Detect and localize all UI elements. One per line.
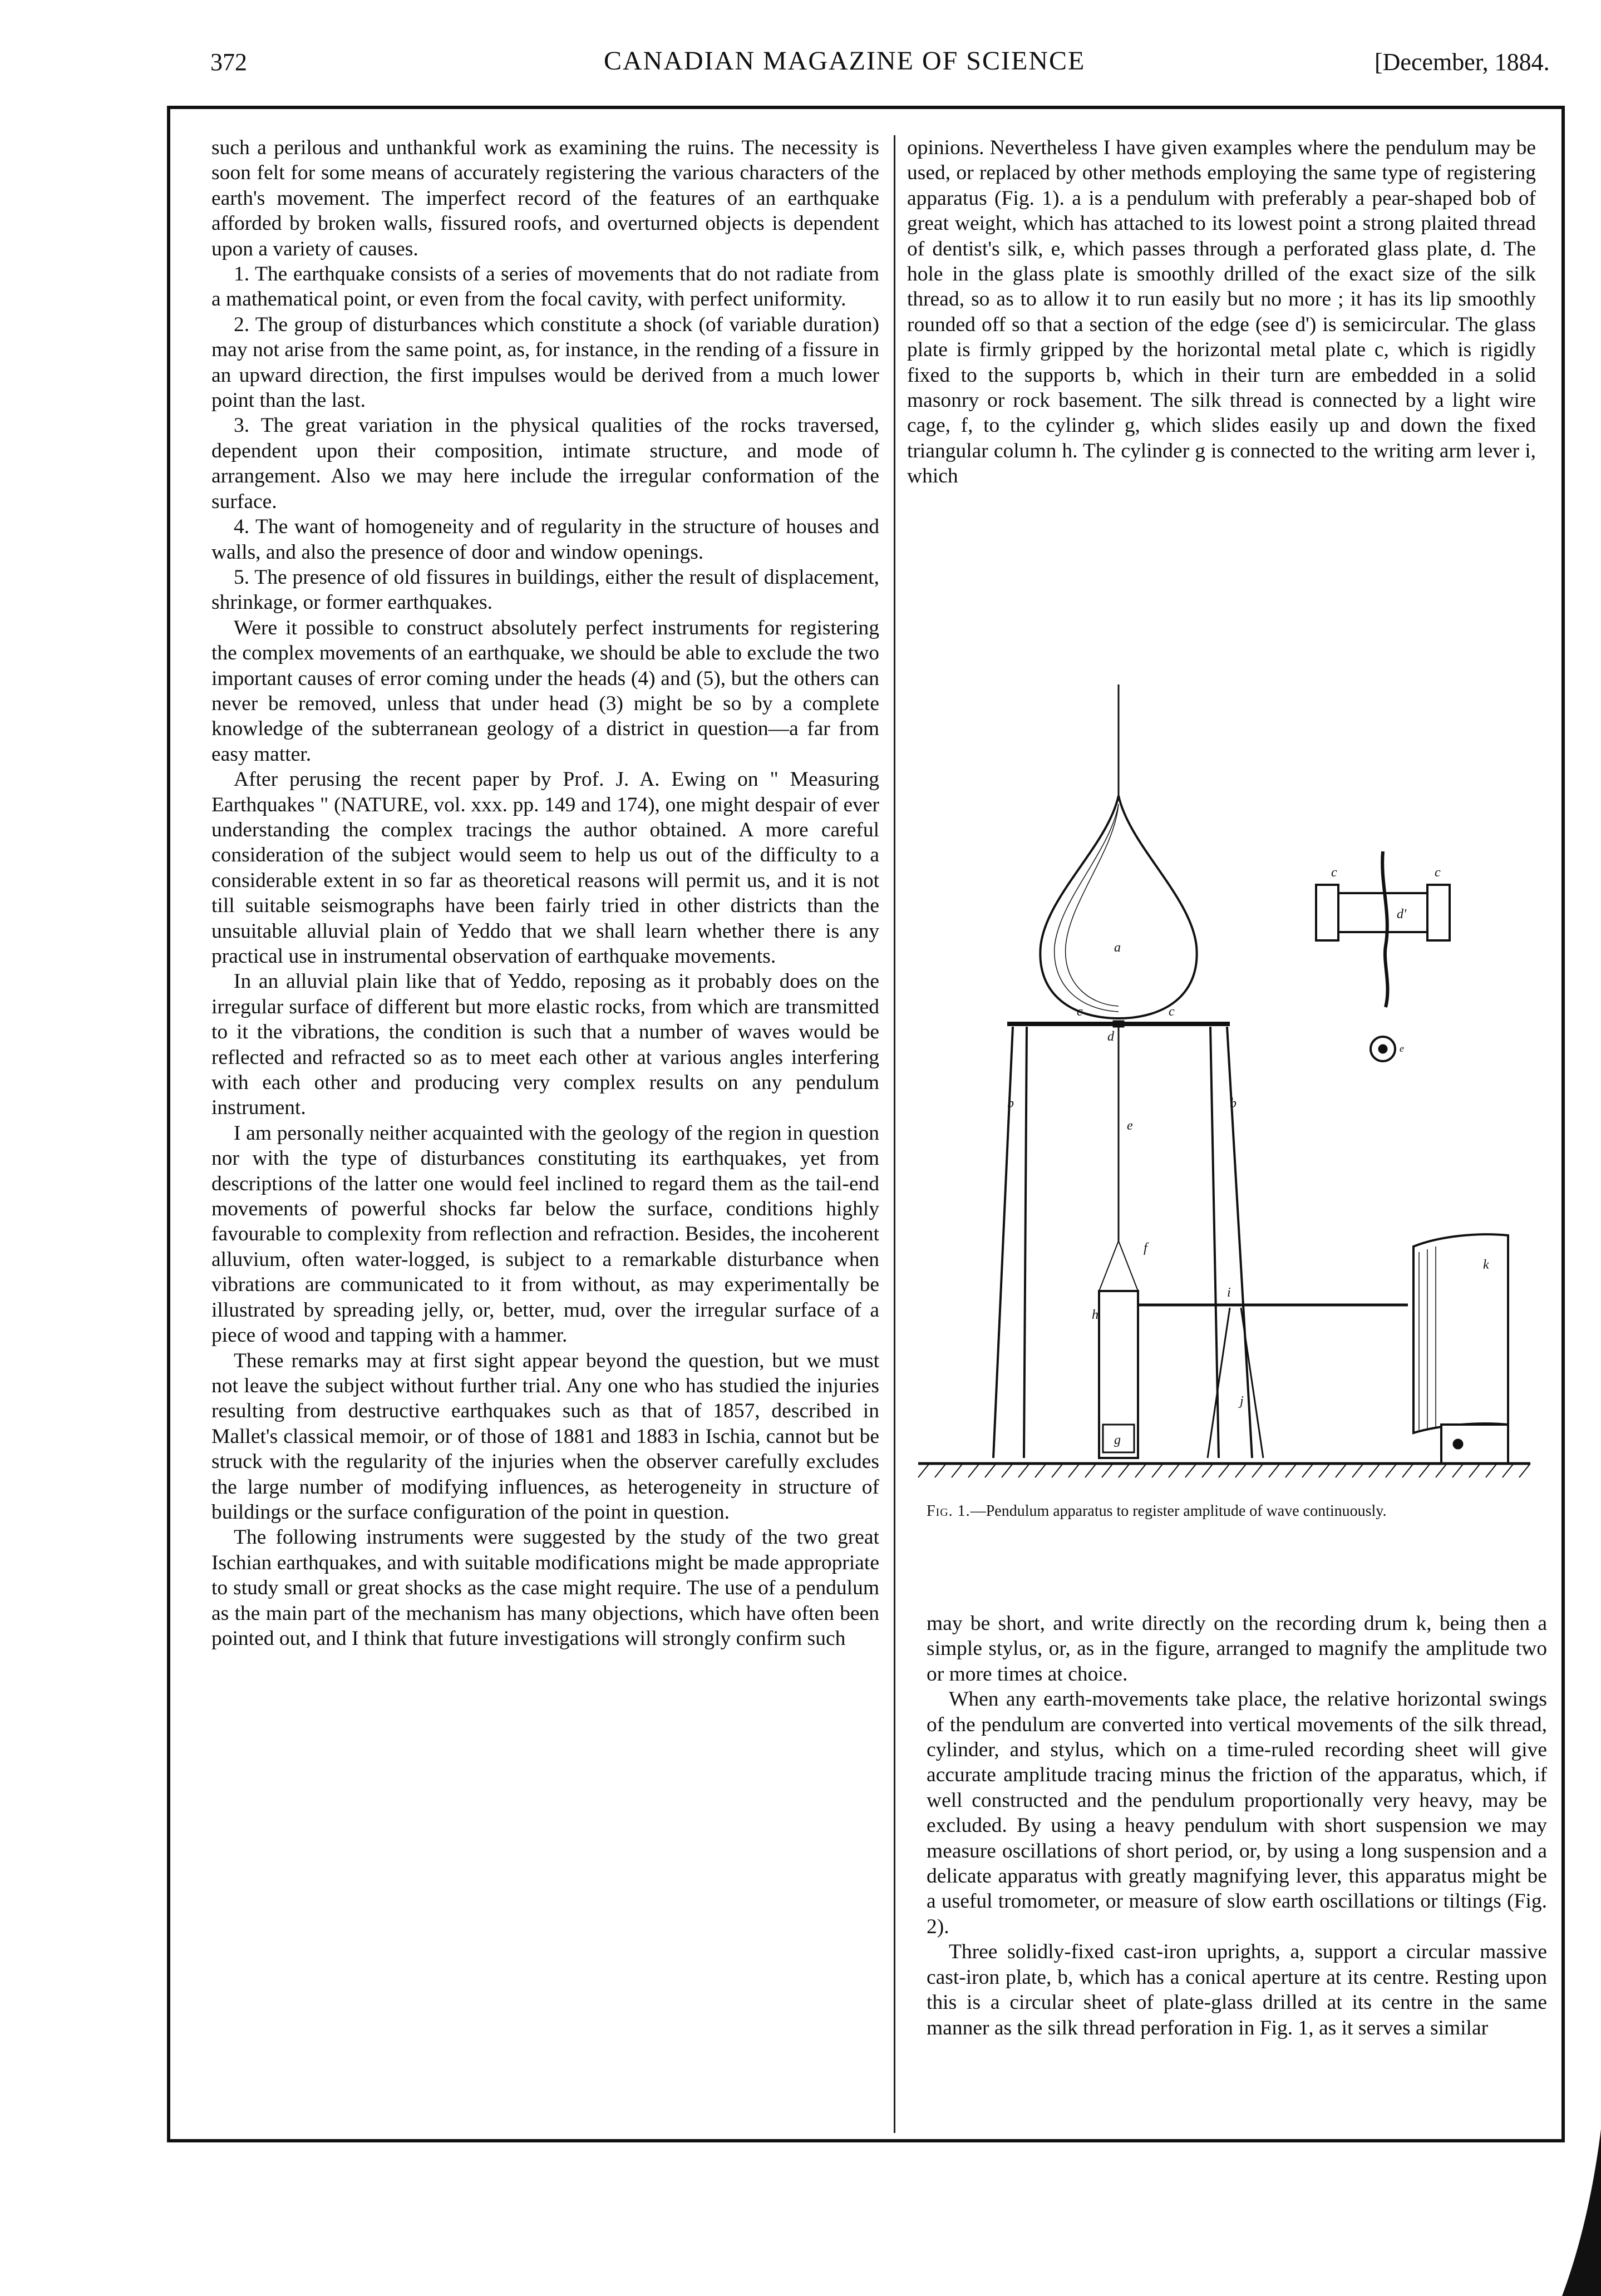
detail-glass-plate bbox=[1322, 893, 1444, 932]
label-a: a bbox=[1114, 940, 1121, 955]
label-g: g bbox=[1114, 1433, 1121, 1447]
drum-base bbox=[1441, 1425, 1508, 1464]
paragraph: opinions. Nevertheless I have given examples where the pendulum may be used, or replaced by other methods employing the same type of registering apparatus (Fig. 1). a is a pendulum with preferably a pear-shaped bob of great weight, which has attached to its lowest point a strong plaited thread of dentist's silk, e, which passes through a perforated glass plate, d. The hole in the glass plate is smoothly drilled of the exact size of the silk thread, so as to allow it to run easily but no more ; it has its lip smoothly rounded off so that a section of the edge (see d') is semicircular. The glass plate is firmly gripped by the horizontal metal plate c, which is rigidly fixed to the supports b, which in their turn are embedded in a solid masonry or rock basement. The silk thread is connected by a light wire cage, f, to the cylinder g, which slides easily up and down the fixed triangular column h. The cylinder g is connected to the writing arm lever i, which bbox=[907, 136, 1536, 488]
pendulum-apparatus-figure bbox=[907, 684, 1547, 1530]
paragraph: I am personally neither acquainted with the geology of the region in question nor with the type of disturbances constituting its earthquakes, yet from descriptions of the latter one would feel inclined to regard them as the tail-end movements of powerful shocks far below the surface, conditions highly favourable to complexity from reflection and refraction. Besides, the incoherent alluvium, often water-logged, is subject to a remarkable disturbance when vibrations are communicated to it from without, as may experimentally be illustrated by spreading jelly, or, better, mud, over the irregular surface of a piece of wood and tapping with a hammer. bbox=[211, 1121, 879, 1347]
paragraph: These remarks may at first sight appear beyond the question, but we must not leave the subject without further trial. Any one who has studied the injuries resulting from destructive earthquakes such as that of 1857, described in Mallet's classical memoir, or of those of 1881 and 1883 in Ischia, cannot but be struck with the regularity of the injuries when the observer carefully excludes the large number of modifying influences, as heterogeneity in structure of buildings or the surface configuration of the point in question. bbox=[211, 1349, 879, 1524]
paragraph: may be short, and write directly on the recording drum k, being then a simple stylus, or, as in the figure, arranged to magnify the amplitude two or more times at choice. bbox=[927, 1612, 1547, 1686]
paragraph: 3. The great variation in the physical qualities of the rocks traversed, dependent upon their composition, intimate structure, and mode of arrangement. Also we may here include the irregular conformation of the surface. bbox=[211, 414, 879, 513]
paragraph: The following instruments were suggested by the study of the two great Ischian earthquakes, and with suitable modifications might be made appropriate to study small or great shocks as the case might require. The use of a pendulum as the main part of the mechanism has many objections, which have often been pointed out, and I think that future investigations will strongly confirm such bbox=[211, 1526, 879, 1650]
left-column bbox=[211, 135, 879, 2133]
label-h: h bbox=[1092, 1308, 1098, 1322]
paragraph: 1. The earthquake consists of a series of movements that do not radiate from a mathematical point, or even from the focal cavity, with perfect uniformity. bbox=[211, 263, 879, 311]
label-c-left: c bbox=[1077, 1004, 1083, 1019]
running-head bbox=[0, 43, 1601, 82]
label-detail-c-right: c bbox=[1435, 865, 1441, 880]
label-k: k bbox=[1483, 1258, 1489, 1272]
paragraph: Three solidly-fixed cast-iron uprights, a, support a circular massive cast-iron plate, b, which has a conical aperture at its centre. Resting upon this is a circular sheet of plate-glass drilled at its centre in the same manner as the silk thread perforation in Fig. 1, as it serves a similar bbox=[927, 1940, 1547, 2039]
paragraph: 2. The group of disturbances which constitute a shock (of variable duration) may not arise from the same point, as, for instance, in the rending of a fissure in an upward direction, the first impulses would be derived from a much lower point than the last. bbox=[211, 313, 879, 412]
page-number: 372 bbox=[210, 48, 247, 76]
label-detail-small: e bbox=[1400, 1043, 1404, 1054]
figure-caption bbox=[927, 1502, 1566, 1520]
label-e: e bbox=[1127, 1119, 1133, 1133]
detail-clamp-left bbox=[1316, 885, 1338, 940]
detail-clamp-right bbox=[1427, 885, 1450, 940]
page-corner-shadow bbox=[1551, 2129, 1601, 2296]
paragraph: such a perilous and unthankful work as examining the ruins. The necessity is soon felt for some means of accurately registering the various characters of the earth's movement. The imperfect record of the features of an earthquake afforded by broken walls, fissured roofs, and overturned objects is dependent upon a variety of causes. bbox=[211, 136, 879, 260]
caption-text: —Pendulum apparatus to register amplitude of wave continuously. bbox=[970, 1502, 1387, 1520]
label-b-left: b bbox=[1007, 1096, 1014, 1111]
paragraph: In an alluvial plain like that of Yeddo, reposing as it probably does on the irregular surface of different but more elastic rocks, from which are transmitted to it the vibrations, the condition is such that a number of waves would be reflected and refracted so as to meet each other at various angles interfering with each other and producing very complex results on any pendulum instrument. bbox=[211, 970, 879, 1120]
detail-thread-core bbox=[1378, 1044, 1387, 1053]
caption-label: Fig. 1. bbox=[927, 1502, 971, 1520]
label-detail-d: d' bbox=[1397, 907, 1407, 922]
support-b-left bbox=[993, 1027, 1027, 1458]
wire-cage-f bbox=[1099, 1241, 1138, 1291]
paragraph: After perusing the recent paper by Prof. J. A. Ewing on " Measuring Earthquakes " (NATURE, vol. xxx. pp. 149 and 174), one might despair of ever understanding the complex tracings the author obtained. A more careful consideration of the subject would seem to help us out of the difficulty to a considerable extent in so far as theoretical reasons will permit us, and it is not till suitable seismographs have been fairly tried in other districts than the unsuitable alluvial plain of Yeddo that we shall learn whether there is any practical use in instrumental observation of earthquake movements. bbox=[211, 768, 879, 968]
paragraph: 5. The presence of old fissures in buildings, either the result of displacement, shrinkage, or former earthquakes. bbox=[211, 565, 879, 614]
right-column-top bbox=[907, 135, 1536, 489]
issue-date: [December, 1884. bbox=[1375, 48, 1550, 76]
paragraph: When any earth-movements take place, the relative horizontal swings of the pendulum are converted into vertical movements of the silk thread, cylinder, and stylus, which on a time-ruled recording sheet will give accurate amplitude tracing minus the friction of the apparatus, which, if well constructed and the pendulum proportionally very heavy, may be excluded. By using a heavy pendulum with short suspension we may measure oscillations of short period, or, by using a long suspension and a delicate apparatus with greatly magnifying lever, this apparatus might be a useful tromometer, or measure of slow earth oscillations or tiltings (Fig. 2). bbox=[927, 1688, 1547, 1938]
label-detail-c-left: c bbox=[1331, 865, 1337, 880]
column-rule bbox=[894, 135, 895, 2133]
label-b-right: b bbox=[1230, 1096, 1237, 1111]
label-d: d bbox=[1107, 1029, 1114, 1044]
paragraph: 4. The want of homogeneity and of regularity in the structure of houses and walls, and also the presence of door and window openings. bbox=[211, 515, 879, 564]
right-column-bottom bbox=[927, 1611, 1547, 2041]
label-j: j bbox=[1240, 1394, 1244, 1408]
ground-hatching bbox=[918, 1464, 1530, 1477]
glass-plate-d bbox=[1113, 1021, 1124, 1027]
label-i: i bbox=[1227, 1285, 1231, 1300]
journal-title: CANADIAN MAGAZINE OF SCIENCE bbox=[604, 46, 1086, 76]
label-f: f bbox=[1144, 1241, 1147, 1255]
drum-spindle bbox=[1453, 1439, 1463, 1449]
paragraph: Were it possible to construct absolutely perfect instruments for registering the complex movements of an earthquake, we should be able to exclude the two important causes of error coming under the heads (4) and (5), but the others can never be removed, unless that under head (3) might be so by a complete knowledge of the subterranean geology of a district in question—a far from easy matter. bbox=[211, 616, 879, 766]
label-c-right: c bbox=[1169, 1004, 1175, 1019]
